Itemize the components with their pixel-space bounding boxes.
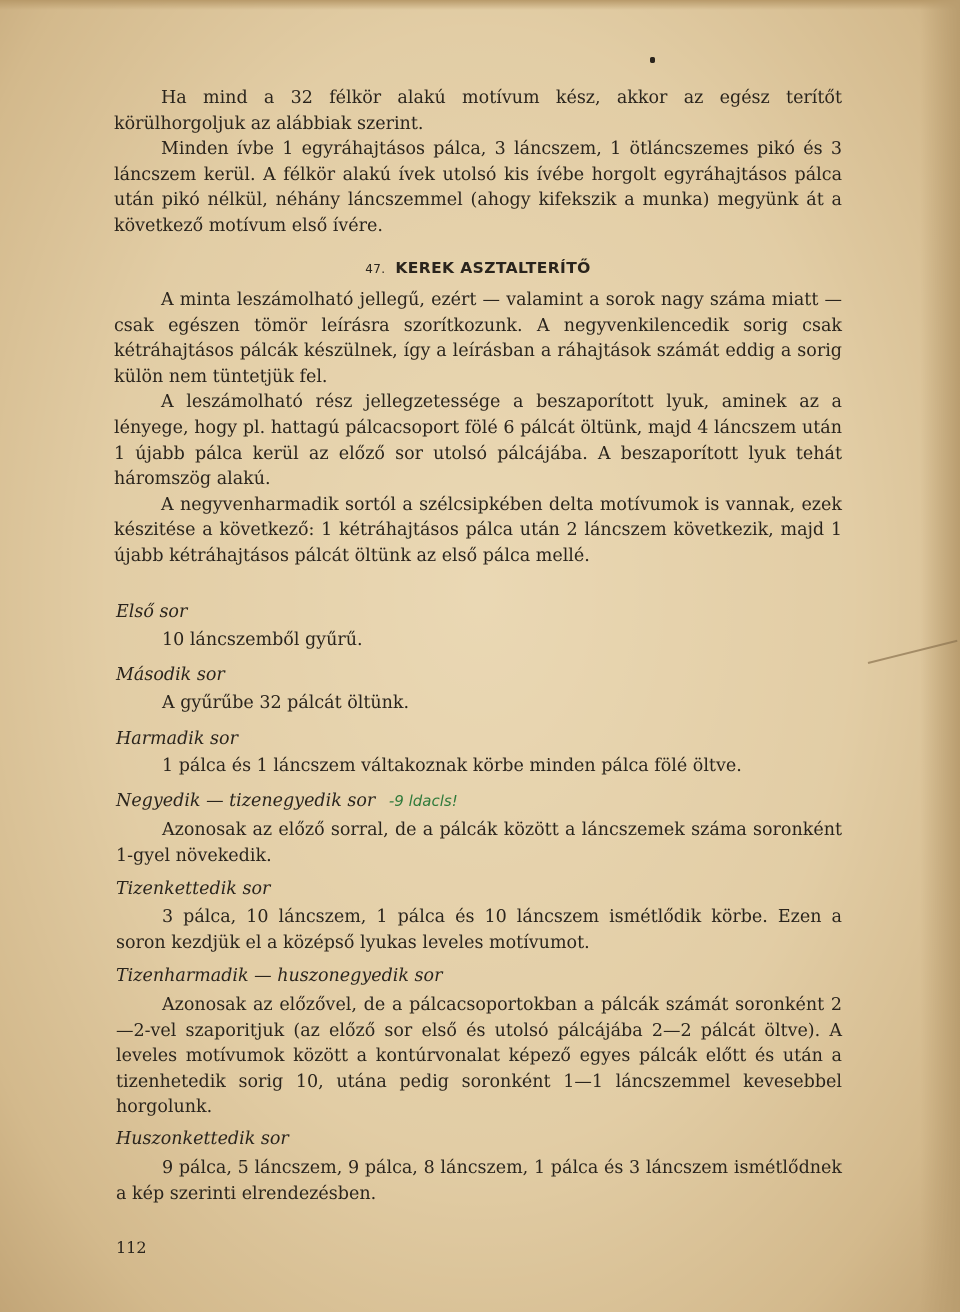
page-number: 112 <box>116 1238 147 1257</box>
row-label-text: Negyedik — tizenegyedik sor <box>116 791 376 811</box>
page-top-shadow <box>0 0 960 10</box>
row-text: Azonosak az előző sorral, de a pálcák között a láncszemek száma soronként 1-gyel növekedik. <box>116 820 842 866</box>
row-label: Második sor <box>116 665 225 685</box>
row-label: Harmadik sor <box>116 729 238 749</box>
intro-paragraph: Ha mind a 32 félkör alakú motívum kész, akkor az egész terítőt körülhorgoljuk az alábbiak szerint. <box>114 88 842 134</box>
row-text: 1 pálca és 1 láncszem váltakoznak körbe minden pálca fölé öltve. <box>162 756 742 776</box>
row-label: Első sor <box>116 602 188 622</box>
section-title: KEREK ASZTALTERÍTŐ <box>395 259 591 277</box>
body-block <box>114 288 842 570</box>
intro-paragraph: Minden ívbe 1 egyráhajtásos pálca, 3 láncszem, 1 ötláncszemes pikó és 3 láncszem kerül. A félkör alakú ívek utolsó kis ívébe horgolt egyráhajtásos pálca után pikó nélkül, néhány láncszemmel (ahogy kifekszik a munka) megyünk át a következő motívum első ívére. <box>114 139 842 236</box>
body-paragraph: A leszámolható rész jellegzetessége a beszaporított lyuk, aminek az a lényege, hogy pl. hattagú pálcacsoport fölé 6 pálcát öltünk, majd 4 láncszem után 1 újabb pálca kerül az előző sor utolsó pálcájába. A beszaporított lyuk tehát háromszög alakú. <box>114 392 842 490</box>
print-mark <box>650 57 655 63</box>
section-heading <box>114 259 842 277</box>
row-text: 3 pálca, 10 láncszem, 1 pálca és 10 láncszem ismétlődik körbe. Ezen a soron kezdjük el a középső lyukas leveles motívumot. <box>116 907 842 953</box>
section-number: 47. <box>365 262 386 276</box>
body-paragraph: A minta leszámolható jellegű, ezért — valamint a sorok nagy száma miatt — csak egészen tömör leírásra szorítkozunk. A negyvenkilencedik sorig csak kétráhajtásos pálcák készülnek, így a leírásban a ráhajtások számát eddig a sorig külön nem tüntetjük fel. <box>114 290 842 387</box>
intro-block <box>114 86 842 240</box>
handwritten-note: -9 ldacls! <box>388 792 458 810</box>
body-paragraph: A negyvenharmadik sortól a szélcsipkében delta motívumok is vannak, ezek készitése a következő: 1 kétráhajtásos pálca után 2 láncszem következik, majd 1 újabb kétráhajtásos pálcát öltünk az első pálca mellé. <box>114 494 842 566</box>
row-label: Huszonkettedik sor <box>116 1129 289 1149</box>
row-text: Azonosak az előzővel, de a pálcacsoportokban a pálcák számát soronként 2—2-vel szaporitjuk (az előző sor első és utolsó pálcájába 2—2 pálcát öltve). A leveles motívumok között a kontúrvonalat képező egyes pálcák előtt és után a tizenhetedik sorig 10, utána pedig soronként 1—1 láncszemmel kevesebbel horgolunk. <box>116 995 842 1118</box>
row-text: 9 pálca, 5 láncszem, 9 pálca, 8 láncszem, 1 pálca és 3 láncszem ismétlődnek a kép szerinti elrendezésben. <box>116 1158 842 1204</box>
page-right-shadow <box>920 0 960 1312</box>
row-label-with-note <box>116 791 458 811</box>
row-label: Tizenkettedik sor <box>116 879 271 899</box>
row-text: 10 láncszemből gyűrű. <box>162 630 363 650</box>
row-text: A gyűrűbe 32 pálcát öltünk. <box>162 693 410 713</box>
row-label: Tizenharmadik — huszonegyedik sor <box>116 966 443 986</box>
